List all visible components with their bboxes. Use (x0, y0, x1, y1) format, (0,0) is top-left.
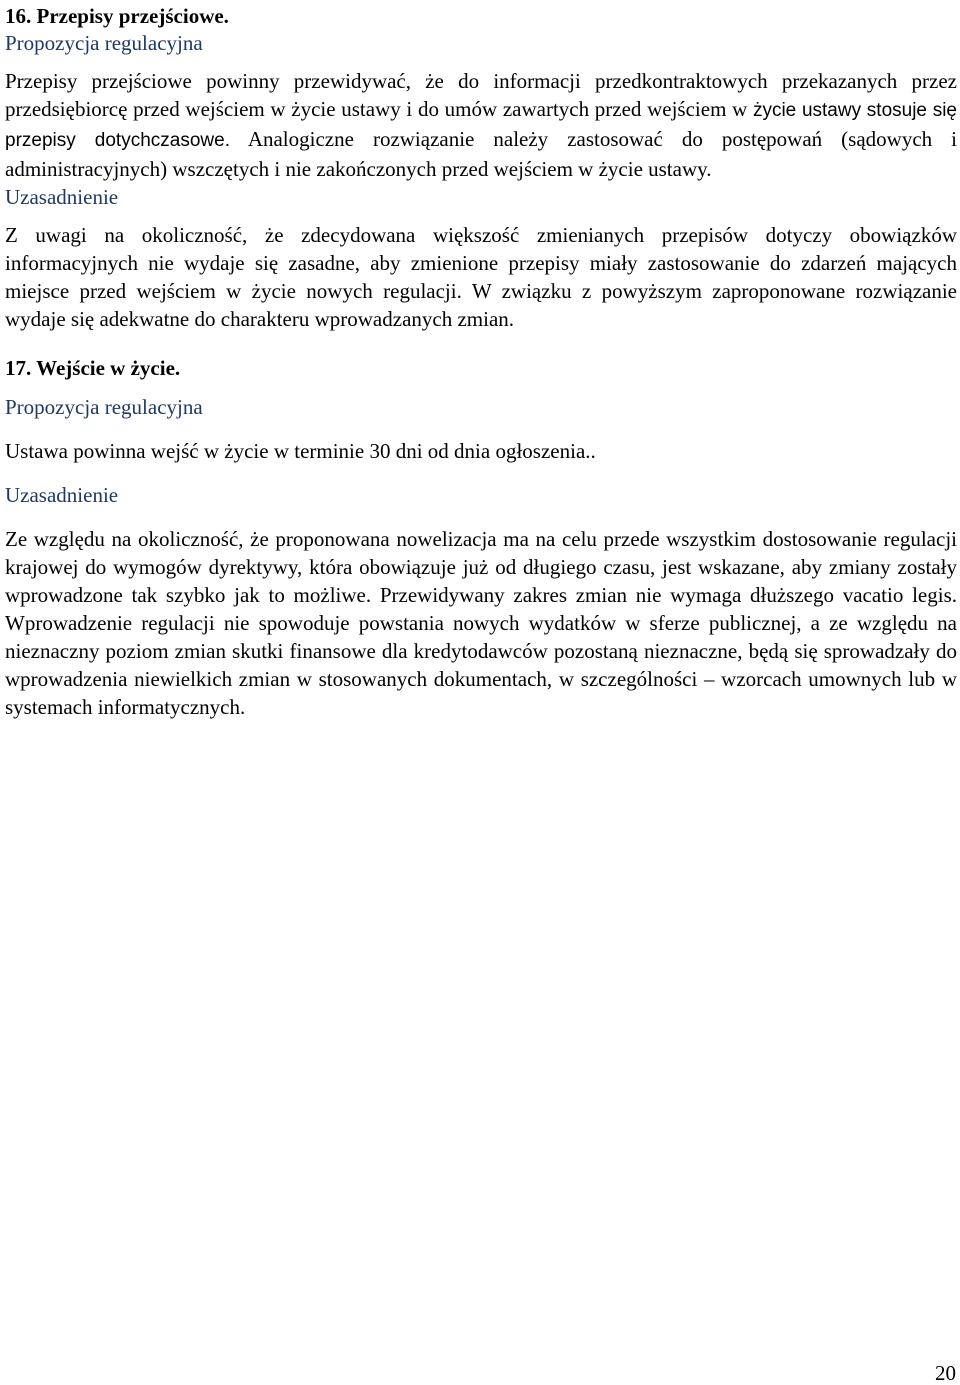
section-16-proposal-text-part1: Przepisy przejściowe powinny przewidywać, że do informacji przedkontraktowych przekazanych przez przedsiębiorcę przed wejściem w życie ustawy i do umów zawartych przed wejściem w (5, 69, 957, 121)
section-17-justification-text: Ze względu na okoliczność, że proponowana nowelizacja ma na celu przede wszystkim dostosowanie regulacji krajowej do wymogów dyrektywy, która obowiązuje już od długiego czasu, jest wskazane, aby zmiany zostały wprowadzone tak szybko jak to możliwe. Przewidywany zakres zmian nie wymaga dłuższego vacatio legis. Wprowadzenie regulacji nie spowoduje powstania nowych wydatków w sferze publicznej, a ze względu na nieznaczny poziom zmian skutki finansowe dla kredytodawców pozostaną nieznaczne, będą się sprowadzały do wprowadzenia niewielkich zmian w stosowanych dokumentach, w szczególności – wzorcach umownych lub w systemach informatycznych. (5, 527, 957, 719)
section-17-justification-label: Uzasadnienie (5, 483, 119, 507)
section-16-proposal-label: Propozycja regulacyjna (5, 31, 203, 55)
section-16-proposal-text-part2: życie ustawy stosuje się przepisy dotychczasowe. (5, 100, 958, 151)
section-16-proposal-text (5, 67, 957, 183)
page-number: 20 (935, 1361, 956, 1385)
section-17-proposal-text: Ustawa powinna wejść w życie w terminie 30 dni od dnia ogłoszenia.. (5, 439, 596, 463)
section-17-heading: 17. Wejście w życie. (5, 356, 181, 380)
section-16-justification-label: Uzasadnienie (5, 185, 119, 209)
document-page (5, 0, 957, 721)
section-16-justification-text: Z uwagi na okoliczność, że zdecydowana większość zmienianych przepisów dotyczy obowiązków informacyjnych nie wydaje się zasadne, aby zmienione przepisy miały zastosowanie do zdarzeń mających miejsce przed wejściem w życie nowych regulacji. W związku z powyższym zaproponowane rozwiązanie wydaje się adekwatne do charakteru wprowadzanych zmian. (5, 223, 957, 331)
section-16-proposal-text-part3: Analogiczne rozwiązanie należy zastosować do postępowań (sądowych i administracyjnych) wszczętych i nie zakończonych przed wejściem w życie ustawy. (5, 127, 957, 181)
section-17-proposal-label: Propozycja regulacyjna (5, 395, 203, 419)
section-16-heading: 16. Przepisy przejściowe. (5, 4, 229, 28)
